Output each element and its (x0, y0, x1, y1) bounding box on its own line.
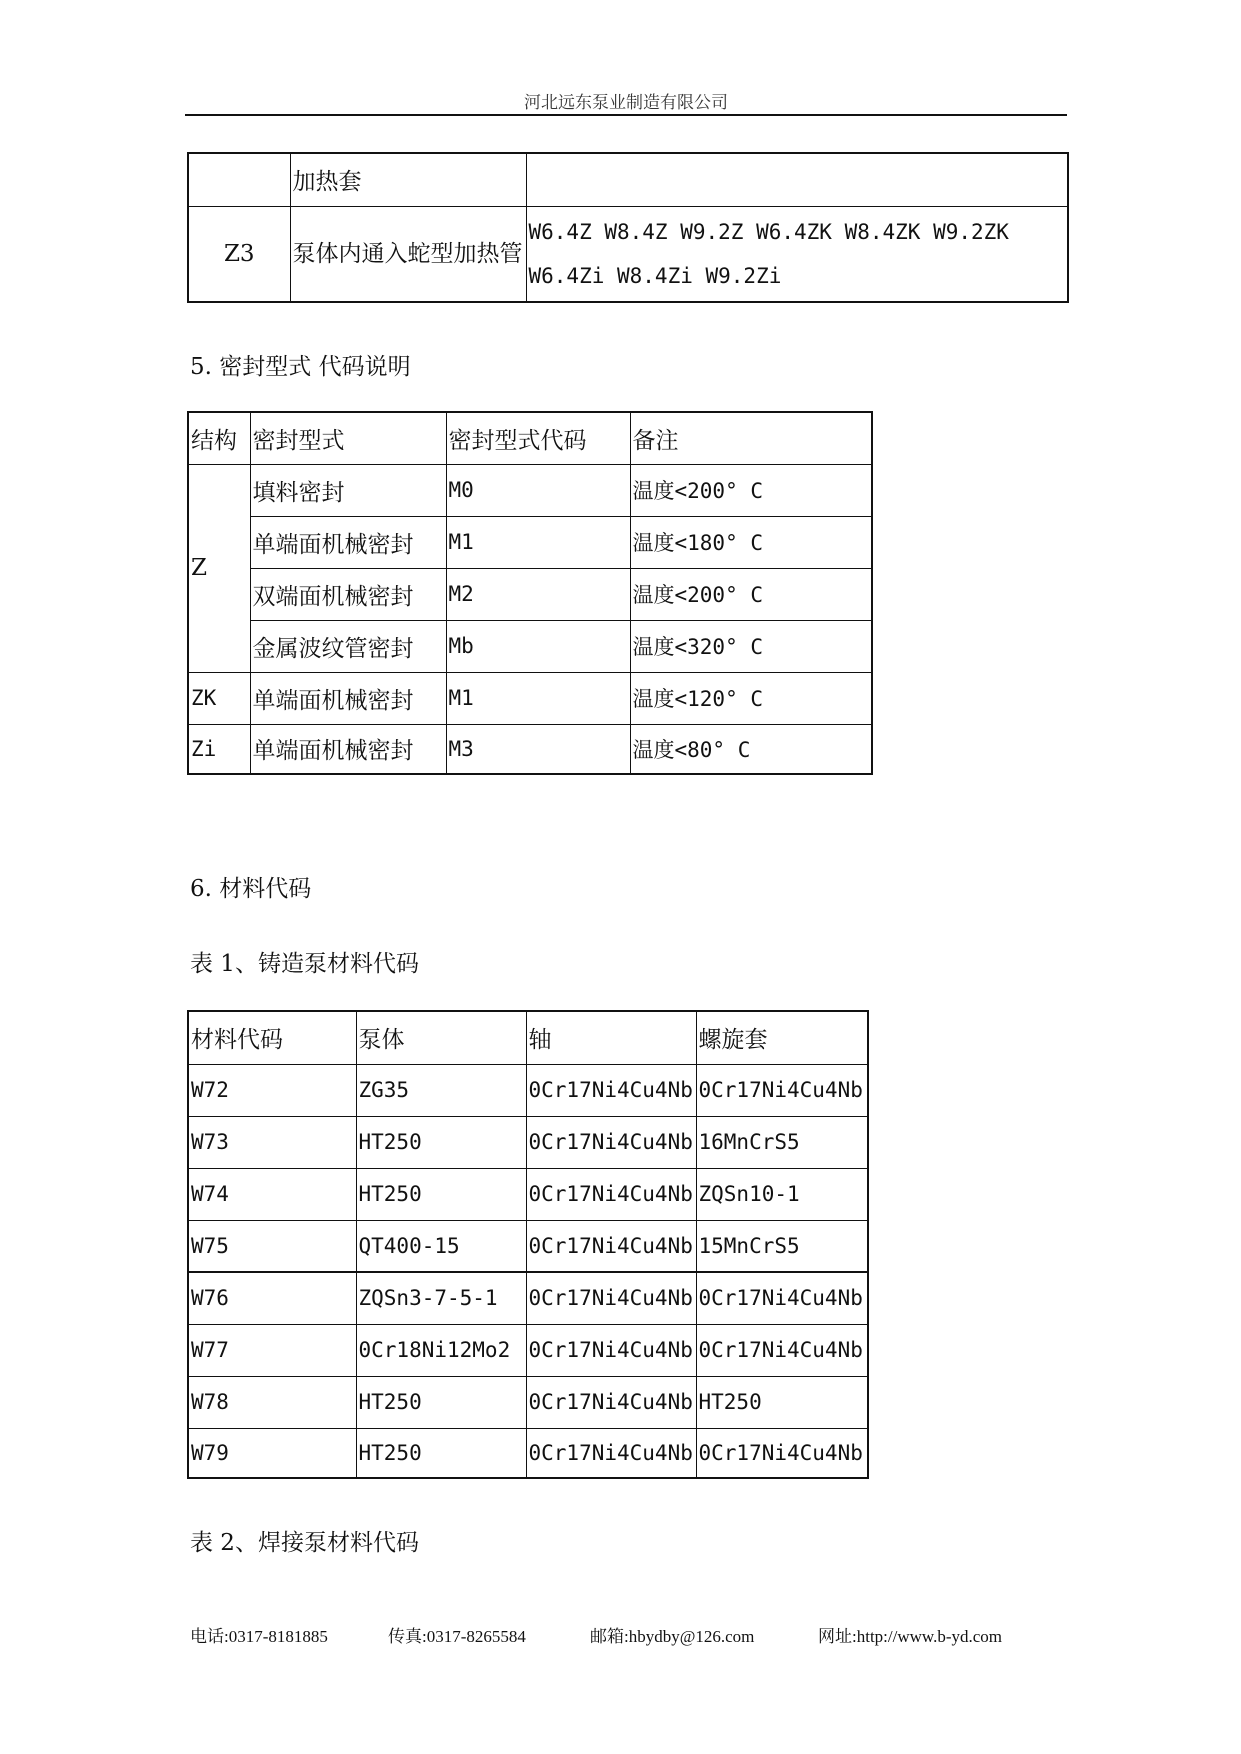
page-header-company: 河北远东泵业制造有限公司 (524, 93, 728, 113)
table-header-row (188, 1011, 868, 1064)
table-cell: Zi (188, 724, 250, 774)
table-cell: 金属波纹管密封 (250, 620, 446, 672)
table-cell: HT250 (356, 1116, 526, 1168)
table-cell: Mb (446, 620, 630, 672)
table-cell: 0Cr17Ni4Cu4Nb (696, 1064, 868, 1116)
header-cell: 结构 (188, 412, 250, 464)
material-code-table (187, 1010, 869, 1479)
table-cell: M3 (446, 724, 630, 774)
table-row (188, 206, 1068, 302)
table-cell (526, 153, 1068, 206)
table-cell: W75 (188, 1220, 356, 1272)
table-cell: 温度<200° C (630, 568, 872, 620)
table-cell: M1 (446, 516, 630, 568)
table-cell: M0 (446, 464, 630, 516)
table-cell: 0Cr17Ni4Cu4Nb (526, 1324, 696, 1376)
table-cell: HT250 (356, 1168, 526, 1220)
header-cell: 材料代码 (188, 1011, 356, 1064)
table-cell: 0Cr17Ni4Cu4Nb (526, 1064, 696, 1116)
table-cell: 温度<200° C (630, 464, 872, 516)
table-cell: ZQSn10-1 (696, 1168, 868, 1220)
table-cell: 0Cr17Ni4Cu4Nb (696, 1324, 868, 1376)
seal-type-table (187, 411, 873, 775)
table-row (188, 1064, 868, 1116)
table-cell: QT400-15 (356, 1220, 526, 1272)
table-cell: 16MnCrS5 (696, 1116, 868, 1168)
table-row (188, 1428, 868, 1478)
table-header-row (188, 412, 872, 464)
table-2-caption: 表 2、焊接泵材料代码 (190, 1530, 419, 1556)
header-cell: 密封型式代码 (446, 412, 630, 464)
footer-fax: 传真:0317-8265584 (388, 1627, 526, 1646)
table-row (188, 153, 1068, 206)
heating-table (187, 152, 1069, 303)
table-cell: 0Cr17Ni4Cu4Nb (696, 1428, 868, 1478)
table-cell (188, 153, 290, 206)
table-1-caption: 表 1、铸造泵材料代码 (190, 951, 419, 977)
table-cell: 双端面机械密封 (250, 568, 446, 620)
table-row (188, 620, 872, 672)
table-cell: 加热套 (290, 153, 526, 206)
table-cell: 0Cr18Ni12Mo2 (356, 1324, 526, 1376)
table-cell: 0Cr17Ni4Cu4Nb (526, 1116, 696, 1168)
table-cell: ZK (188, 672, 250, 724)
table-cell: 温度<320° C (630, 620, 872, 672)
table-cell: W72 (188, 1064, 356, 1116)
table-row (188, 672, 872, 724)
table-cell: 单端面机械密封 (250, 672, 446, 724)
table-cell: 填料密封 (250, 464, 446, 516)
header-cell: 备注 (630, 412, 872, 464)
footer-phone: 电话:0317-8181885 (190, 1627, 328, 1646)
table-row (188, 1272, 868, 1324)
table-cell: 单端面机械密封 (250, 516, 446, 568)
table-row (188, 1324, 868, 1376)
header-divider (185, 114, 1067, 116)
header-cell: 密封型式 (250, 412, 446, 464)
table-cell: W73 (188, 1116, 356, 1168)
table-cell: 0Cr17Ni4Cu4Nb (526, 1168, 696, 1220)
table-cell: 温度<80° C (630, 724, 872, 774)
section-6-heading: 6. 材料代码 (190, 876, 312, 902)
header-cell: 螺旋套 (696, 1011, 868, 1064)
table-row (188, 1116, 868, 1168)
table-cell: M1 (446, 672, 630, 724)
table-cell: ZG35 (356, 1064, 526, 1116)
table-row (188, 1168, 868, 1220)
table-row (188, 1220, 868, 1272)
table-cell: W6.4Z W8.4Z W9.2Z W6.4ZK W8.4ZK W9.2ZK W6.4Zi W8.4Zi W9.2Zi (526, 206, 1068, 302)
table-cell: Z3 (188, 206, 290, 302)
header-cell: 泵体 (356, 1011, 526, 1064)
footer-website[interactable]: 网址:http://www.b-yd.com (818, 1627, 1002, 1646)
table-cell: 0Cr17Ni4Cu4Nb (526, 1272, 696, 1324)
footer-email[interactable]: 邮箱:hbydby@126.com (590, 1627, 755, 1646)
table-cell: 0Cr17Ni4Cu4Nb (526, 1428, 696, 1478)
table-cell: 温度<180° C (630, 516, 872, 568)
table-cell: 单端面机械密封 (250, 724, 446, 774)
table-cell: ZQSn3-7-5-1 (356, 1272, 526, 1324)
table-cell: HT250 (356, 1376, 526, 1428)
table-cell: 0Cr17Ni4Cu4Nb (526, 1376, 696, 1428)
header-cell: 轴 (526, 1011, 696, 1064)
table-row (188, 1376, 868, 1428)
table-cell: 0Cr17Ni4Cu4Nb (526, 1220, 696, 1272)
table-cell: W78 (188, 1376, 356, 1428)
table-cell: HT250 (356, 1428, 526, 1478)
table-row (188, 464, 872, 516)
table-cell: 温度<120° C (630, 672, 872, 724)
table-cell: W74 (188, 1168, 356, 1220)
table-row (188, 568, 872, 620)
table-cell: W76 (188, 1272, 356, 1324)
table-cell: 0Cr17Ni4Cu4Nb (696, 1272, 868, 1324)
table-cell: HT250 (696, 1376, 868, 1428)
table-cell: M2 (446, 568, 630, 620)
table-row (188, 516, 872, 568)
table-cell: 泵体内通入蛇型加热管 (290, 206, 526, 302)
table-cell: W77 (188, 1324, 356, 1376)
table-cell: W79 (188, 1428, 356, 1478)
section-5-heading: 5. 密封型式 代码说明 (190, 354, 411, 380)
table-cell: 15MnCrS5 (696, 1220, 868, 1272)
table-cell: Z (188, 464, 250, 672)
table-row (188, 724, 872, 774)
